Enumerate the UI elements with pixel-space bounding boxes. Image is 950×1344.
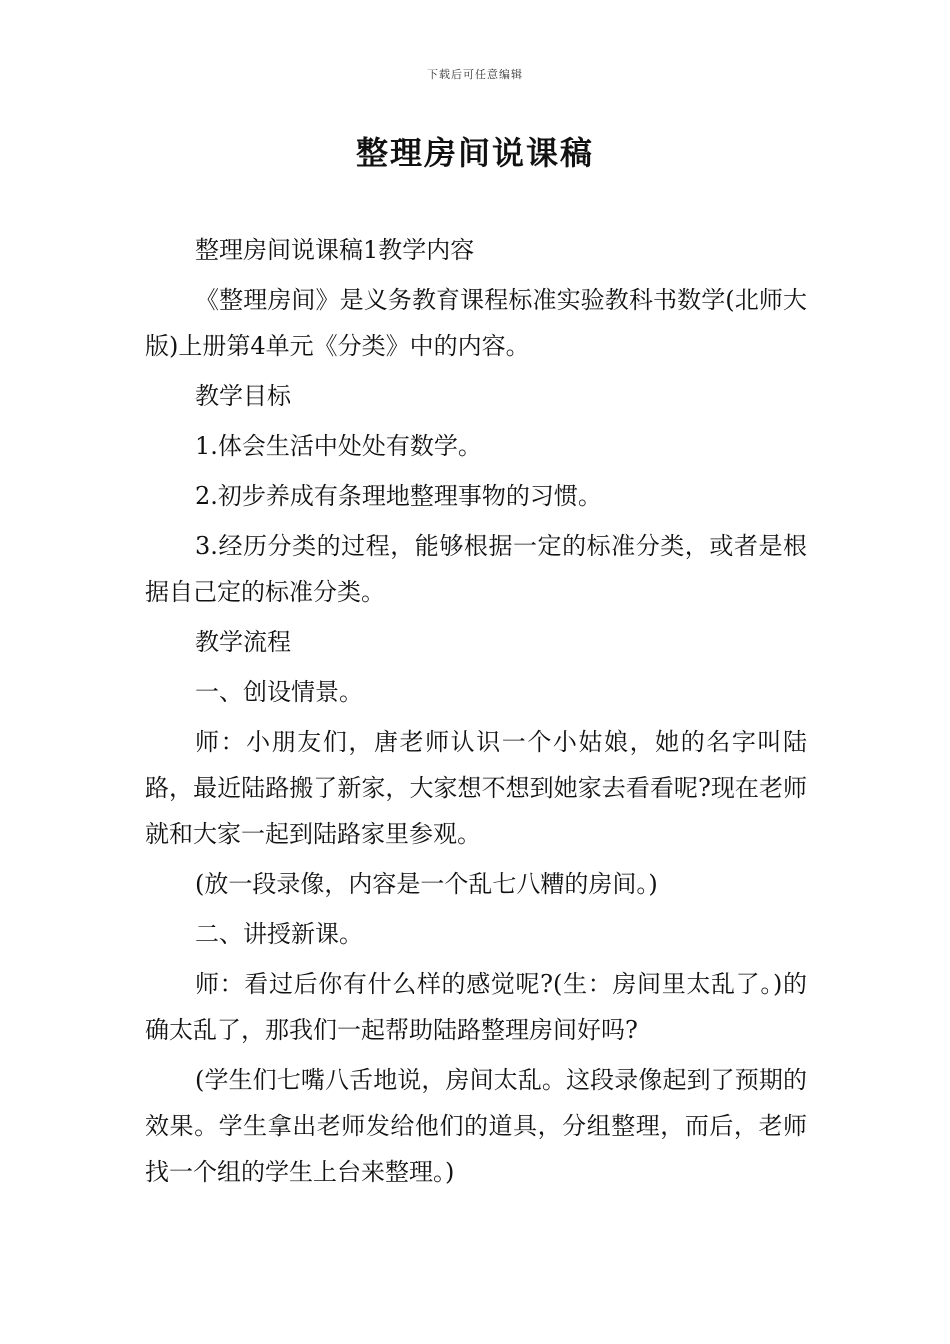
paragraph-teacher-intro: 师：小朋友们，唐老师认识一个小姑娘，她的名字叫陆路，最近陆路搬了新家，大家想不想到她家去看看呢?现在老师就和大家一起到陆路家里参观。 <box>145 728 807 848</box>
paragraph-section-heading: 整理房间说课稿1教学内容 <box>195 236 475 264</box>
paragraph-step-1-heading: 一、创设情景。 <box>195 678 363 706</box>
paragraph-objective-3: 3.经历分类的过程，能够根据一定的标准分类，或者是根据自己定的标准分类。 <box>145 532 807 606</box>
page-header-note: 下载后可任意编辑 <box>427 68 523 81</box>
paragraph-video-note: (放一段录像，内容是一个乱七八糟的房间。) <box>195 870 658 898</box>
paragraph-teaching-content: 《整理房间》是义务教育课程标准实验教科书数学(北师大版)上册第4单元《分类》中的内容。 <box>145 286 807 360</box>
paragraph-objective-1: 1.体会生活中处处有数学。 <box>195 432 482 460</box>
paragraph-step-2-heading: 二、讲授新课。 <box>195 920 363 948</box>
paragraph-process-heading: 教学流程 <box>195 628 291 656</box>
document-body <box>145 227 807 1199</box>
paragraph-teacher-question: 师：看过后你有什么样的感觉呢?(生：房间里太乱了。)的确太乱了，那我们一起帮助陆路整理房间好吗? <box>145 970 807 1044</box>
paragraph-objectives-heading: 教学目标 <box>195 382 291 410</box>
paragraph-student-activity: (学生们七嘴八舌地说，房间太乱。这段录像起到了预期的效果。学生拿出老师发给他们的道具，分组整理，而后，老师找一个组的学生上台来整理。) <box>145 1066 807 1186</box>
document-title: 整理房间说课稿 <box>355 134 594 172</box>
paragraph-objective-2: 2.初步养成有条理地整理事物的习惯。 <box>195 482 602 510</box>
